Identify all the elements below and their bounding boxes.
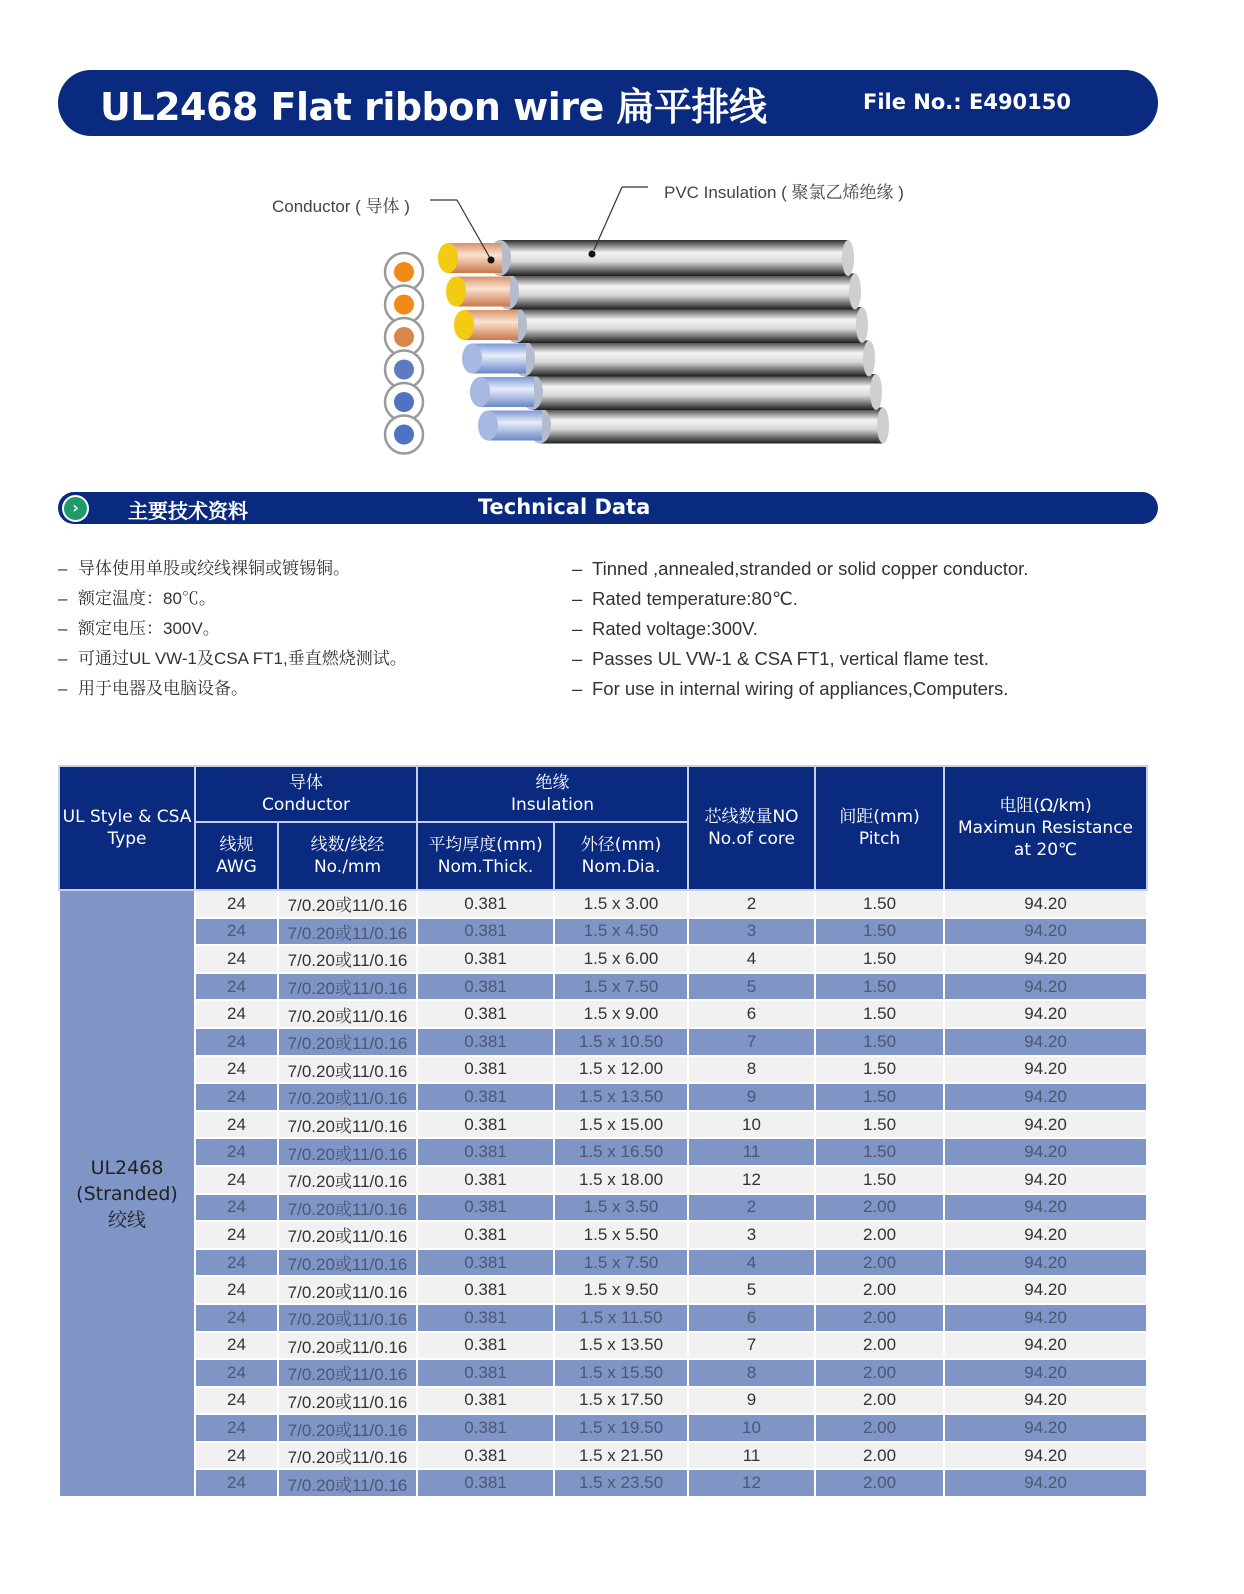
cell-resistance: 94.20 [944, 1166, 1147, 1194]
style-line: 绞线 [107, 1208, 146, 1231]
cell-strand: 7/0.20或11/0.16 [278, 1249, 417, 1277]
cell-strand: 7/0.20或11/0.16 [278, 1000, 417, 1028]
cell-awg: 24 [195, 973, 278, 1001]
conductor-label: Conductor ( 导体 ) [272, 197, 410, 216]
cell-thickness: 0.381 [417, 1028, 554, 1056]
chevron-right-icon: › [62, 495, 89, 522]
jacket-end [870, 374, 882, 410]
cell-cores: 3 [688, 1221, 815, 1249]
cell-pitch: 1.50 [815, 1138, 944, 1166]
cell-awg: 24 [195, 1000, 278, 1028]
cell-pitch: 2.00 [815, 1387, 944, 1415]
spec-list-cn [58, 556, 538, 706]
table-row [59, 1249, 1147, 1277]
spec-text: 额定电压：300V。 [78, 619, 220, 638]
page-title: UL2468 Flat ribbon wire 扁平排线 [100, 85, 767, 129]
cell-pitch: 2.00 [815, 1442, 944, 1470]
cell-thickness: 0.381 [417, 918, 554, 946]
conductor-end [438, 243, 458, 273]
cell-thickness: 0.381 [417, 1414, 554, 1442]
table-row [59, 1138, 1147, 1166]
cell-pitch: 1.50 [815, 1028, 944, 1056]
cell-cores: 10 [688, 1111, 815, 1139]
cell-resistance: 94.20 [944, 1138, 1147, 1166]
cross-section-core [394, 392, 414, 412]
cell-awg: 24 [195, 1221, 278, 1249]
cell-diameter: 1.5 x 4.50 [554, 918, 688, 946]
cell-diameter: 1.5 x 19.50 [554, 1414, 688, 1442]
spec-item [572, 586, 1152, 616]
cell-cores: 6 [688, 1304, 815, 1332]
cross-section-core [394, 327, 414, 347]
spec-item [58, 616, 538, 646]
cell-pitch: 2.00 [815, 1194, 944, 1222]
cell-cores: 4 [688, 945, 815, 973]
cell-resistance: 94.20 [944, 1469, 1147, 1497]
spec-item [58, 676, 538, 706]
cell-pitch: 2.00 [815, 1469, 944, 1497]
cell-resistance: 94.20 [944, 1056, 1147, 1084]
insulation-jacket [508, 274, 855, 310]
cell-strand: 7/0.20或11/0.16 [278, 1304, 417, 1332]
cell-diameter: 1.5 x 16.50 [554, 1138, 688, 1166]
spec-text: Rated voltage:300V. [592, 618, 758, 639]
section-title-en: Technical Data [478, 495, 651, 519]
conductor-end [446, 277, 466, 307]
cell-resistance: 94.20 [944, 1083, 1147, 1111]
cell-pitch: 2.00 [815, 1304, 944, 1332]
cell-resistance: 94.20 [944, 1194, 1147, 1222]
cell-awg: 24 [195, 1276, 278, 1304]
table-row [59, 1111, 1147, 1139]
cell-thickness: 0.381 [417, 1083, 554, 1111]
title-banner [58, 70, 1158, 136]
cell-cores: 9 [688, 1387, 815, 1415]
cell-strand: 7/0.20或11/0.16 [278, 1028, 417, 1056]
cell-pitch: 1.50 [815, 1000, 944, 1028]
cell-strand: 7/0.20或11/0.16 [278, 1359, 417, 1387]
cell-thickness: 0.381 [417, 1166, 554, 1194]
cell-strand: 7/0.20或11/0.16 [278, 1387, 417, 1415]
style-line: (Stranded) [76, 1182, 178, 1205]
file-number: File No.: E490150 [863, 90, 1072, 114]
cell-strand: 7/0.20或11/0.16 [278, 1276, 417, 1304]
cell-thickness: 0.381 [417, 1469, 554, 1497]
cell-awg: 24 [195, 1056, 278, 1084]
cell-strand: 7/0.20或11/0.16 [278, 1414, 417, 1442]
spec-item [572, 556, 1152, 586]
cell-cores: 12 [688, 1166, 815, 1194]
spec-item [58, 586, 538, 616]
cell-strand: 7/0.20或11/0.16 [278, 1056, 417, 1084]
conductor-end [478, 411, 498, 441]
table-row [59, 1166, 1147, 1194]
cross-section-core [394, 425, 414, 445]
cell-style [59, 890, 195, 1497]
header-pitch: 间距(mm) Pitch [815, 766, 944, 890]
cell-diameter: 1.5 x 10.50 [554, 1028, 688, 1056]
cell-strand: 7/0.20或11/0.16 [278, 1442, 417, 1470]
spec-text: Passes UL VW-1 & CSA FT1, vertical flame test. [592, 648, 989, 669]
cell-awg: 24 [195, 1166, 278, 1194]
cell-diameter: 1.5 x 7.50 [554, 973, 688, 1001]
cell-resistance: 94.20 [944, 1111, 1147, 1139]
insulation-jacket [516, 307, 862, 343]
cell-awg: 24 [195, 1387, 278, 1415]
cell-cores: 11 [688, 1138, 815, 1166]
spec-item [572, 646, 1152, 676]
conductor-end [470, 377, 490, 407]
cell-resistance: 94.20 [944, 945, 1147, 973]
table-row [59, 1387, 1147, 1415]
insulation-jacket [524, 341, 869, 377]
insulation-jacket [532, 374, 876, 410]
cell-cores: 8 [688, 1359, 815, 1387]
cell-thickness: 0.381 [417, 1056, 554, 1084]
cell-thickness: 0.381 [417, 1332, 554, 1360]
cell-pitch: 1.50 [815, 918, 944, 946]
cell-awg: 24 [195, 1249, 278, 1277]
cell-awg: 24 [195, 1194, 278, 1222]
cell-thickness: 0.381 [417, 1387, 554, 1415]
dash-bullet: – [572, 558, 583, 579]
cell-awg: 24 [195, 945, 278, 973]
cell-thickness: 0.381 [417, 1359, 554, 1387]
spec-text: 可通过UL VW-1及CSA FT1,垂直燃烧测试。 [78, 649, 407, 668]
cell-cores: 8 [688, 1056, 815, 1084]
table-row [59, 1332, 1147, 1360]
dash-bullet: – [572, 648, 583, 669]
cell-cores: 5 [688, 973, 815, 1001]
header-cores: 芯线数量NO No.of core [688, 766, 815, 890]
spec-text: For use in internal wiring of appliances,Computers. [592, 678, 1009, 699]
cell-cores: 6 [688, 1000, 815, 1028]
cell-strand: 7/0.20或11/0.16 [278, 945, 417, 973]
cell-diameter: 1.5 x 9.00 [554, 1000, 688, 1028]
cell-awg: 24 [195, 1304, 278, 1332]
spec-table [58, 765, 1148, 1498]
cell-strand: 7/0.20或11/0.16 [278, 1138, 417, 1166]
header-thickness: 平均厚度(mm) Nom.Thick. [417, 822, 554, 890]
cell-cores: 9 [688, 1083, 815, 1111]
jacket-end [863, 341, 875, 377]
cell-awg: 24 [195, 1111, 278, 1139]
cell-diameter: 1.5 x 5.50 [554, 1221, 688, 1249]
cell-awg: 24 [195, 1469, 278, 1497]
cell-strand: 7/0.20或11/0.16 [278, 1083, 417, 1111]
table-row [59, 1194, 1147, 1222]
cell-resistance: 94.20 [944, 1332, 1147, 1360]
cell-resistance: 94.20 [944, 1249, 1147, 1277]
cell-awg: 24 [195, 1359, 278, 1387]
table-body [59, 890, 1147, 1497]
header-resistance: 电阻(Ω/km) Maximun Resistance at 20℃ [944, 766, 1147, 890]
table-row [59, 1359, 1147, 1387]
cell-pitch: 2.00 [815, 1359, 944, 1387]
cell-pitch: 1.50 [815, 945, 944, 973]
cell-cores: 4 [688, 1249, 815, 1277]
cell-thickness: 0.381 [417, 1194, 554, 1222]
spec-item [58, 646, 538, 676]
table-row [59, 1414, 1147, 1442]
cell-resistance: 94.20 [944, 1387, 1147, 1415]
spec-text: 导体使用单股或绞线裸铜或镀锡铜。 [78, 559, 350, 578]
cell-cores: 11 [688, 1442, 815, 1470]
cell-pitch: 1.50 [815, 973, 944, 1001]
cell-pitch: 1.50 [815, 1111, 944, 1139]
cell-thickness: 0.381 [417, 890, 554, 918]
spec-text: 额定温度：80℃。 [78, 589, 216, 608]
spec-item [572, 616, 1152, 646]
cell-thickness: 0.381 [417, 1221, 554, 1249]
cell-cores: 2 [688, 890, 815, 918]
dash-bullet: – [572, 618, 583, 639]
cell-resistance: 94.20 [944, 890, 1147, 918]
dash-bullet: – [572, 678, 583, 699]
cell-diameter: 1.5 x 3.50 [554, 1194, 688, 1222]
cell-strand: 7/0.20或11/0.16 [278, 973, 417, 1001]
cell-diameter: 1.5 x 17.50 [554, 1387, 688, 1415]
cell-thickness: 0.381 [417, 1442, 554, 1470]
table-row [59, 1276, 1147, 1304]
header-insulation: 绝缘 Insulation [417, 766, 688, 822]
cell-strand: 7/0.20或11/0.16 [278, 1166, 417, 1194]
dash-bullet: – [58, 679, 68, 698]
cell-cores: 7 [688, 1332, 815, 1360]
cell-diameter: 1.5 x 15.00 [554, 1111, 688, 1139]
cell-strand: 7/0.20或11/0.16 [278, 1469, 417, 1497]
conductor-end [454, 310, 474, 340]
cell-strand: 7/0.20或11/0.16 [278, 890, 417, 918]
spec-list-en [572, 556, 1152, 706]
cell-cores: 12 [688, 1469, 815, 1497]
cell-pitch: 2.00 [815, 1276, 944, 1304]
jacket-end [877, 408, 889, 444]
cell-strand: 7/0.20或11/0.16 [278, 1332, 417, 1360]
cell-awg: 24 [195, 1028, 278, 1056]
cell-awg: 24 [195, 918, 278, 946]
table-row [59, 918, 1147, 946]
cell-diameter: 1.5 x 21.50 [554, 1442, 688, 1470]
cell-diameter: 1.5 x 15.50 [554, 1359, 688, 1387]
cable-diagram [0, 150, 1244, 470]
cell-cores: 5 [688, 1276, 815, 1304]
cell-resistance: 94.20 [944, 1442, 1147, 1470]
table-row [59, 1304, 1147, 1332]
cell-diameter: 1.5 x 3.00 [554, 890, 688, 918]
dash-bullet: – [58, 589, 68, 608]
cell-pitch: 2.00 [815, 1221, 944, 1249]
jacket-end [842, 240, 854, 276]
cell-resistance: 94.20 [944, 1359, 1147, 1387]
header-style: UL Style & CSA Type [59, 766, 195, 890]
cell-thickness: 0.381 [417, 1138, 554, 1166]
dash-bullet: – [58, 649, 68, 668]
cell-resistance: 94.20 [944, 973, 1147, 1001]
header-conductor: 导体 Conductor [195, 766, 417, 822]
cell-pitch: 1.50 [815, 1056, 944, 1084]
table-row [59, 1083, 1147, 1111]
cell-awg: 24 [195, 1414, 278, 1442]
cell-awg: 24 [195, 1442, 278, 1470]
cell-diameter: 1.5 x 7.50 [554, 1249, 688, 1277]
cell-diameter: 1.5 x 13.50 [554, 1083, 688, 1111]
dash-bullet: – [58, 559, 68, 578]
cell-pitch: 1.50 [815, 1166, 944, 1194]
spec-item [572, 676, 1152, 706]
spec-item [58, 556, 538, 586]
cell-thickness: 0.381 [417, 1000, 554, 1028]
cell-diameter: 1.5 x 9.50 [554, 1276, 688, 1304]
cell-strand: 7/0.20或11/0.16 [278, 918, 417, 946]
table-row [59, 1469, 1147, 1497]
table-row [59, 1028, 1147, 1056]
cell-resistance: 94.20 [944, 1304, 1147, 1332]
cell-strand: 7/0.20或11/0.16 [278, 1111, 417, 1139]
cell-cores: 10 [688, 1414, 815, 1442]
cell-resistance: 94.20 [944, 1276, 1147, 1304]
header-strand: 线数/线经 No./mm [278, 822, 417, 890]
dash-bullet: – [58, 619, 68, 638]
spec-text: Tinned ,annealed,stranded or solid copper conductor. [592, 558, 1029, 579]
section-title-cn: 主要技术资料 [128, 499, 248, 523]
jacket-end [849, 274, 861, 310]
table-row [59, 1000, 1147, 1028]
cell-resistance: 94.20 [944, 1000, 1147, 1028]
cell-pitch: 2.00 [815, 1332, 944, 1360]
cell-pitch: 2.00 [815, 1414, 944, 1442]
cell-resistance: 94.20 [944, 918, 1147, 946]
table-row [59, 890, 1147, 918]
cell-diameter: 1.5 x 6.00 [554, 945, 688, 973]
cell-diameter: 1.5 x 23.50 [554, 1469, 688, 1497]
cell-resistance: 94.20 [944, 1221, 1147, 1249]
cell-thickness: 0.381 [417, 1276, 554, 1304]
cell-strand: 7/0.20或11/0.16 [278, 1194, 417, 1222]
cell-cores: 2 [688, 1194, 815, 1222]
jacket-end [856, 307, 868, 343]
cell-awg: 24 [195, 890, 278, 918]
spec-text: Rated temperature:80℃. [592, 588, 798, 609]
cross-section-core [394, 295, 414, 315]
cell-thickness: 0.381 [417, 1304, 554, 1332]
header-diameter: 外径(mm) Nom.Dia. [554, 822, 688, 890]
cell-awg: 24 [195, 1332, 278, 1360]
cross-section-core [394, 360, 414, 380]
insulation-jacket [500, 240, 848, 276]
cell-strand: 7/0.20或11/0.16 [278, 1221, 417, 1249]
cell-thickness: 0.381 [417, 973, 554, 1001]
spec-text: 用于电器及电脑设备。 [78, 679, 248, 698]
style-line: UL2468 [90, 1156, 164, 1179]
cell-awg: 24 [195, 1138, 278, 1166]
technical-data-banner [58, 492, 1158, 524]
cell-diameter: 1.5 x 13.50 [554, 1332, 688, 1360]
table-row [59, 945, 1147, 973]
cell-pitch: 1.50 [815, 1083, 944, 1111]
cross-section-core [394, 262, 414, 282]
conductor-end [462, 344, 482, 374]
cell-cores: 7 [688, 1028, 815, 1056]
cell-pitch: 2.00 [815, 1249, 944, 1277]
cell-diameter: 1.5 x 18.00 [554, 1166, 688, 1194]
header-awg: 线规 AWG [195, 822, 278, 890]
cell-cores: 3 [688, 918, 815, 946]
table-row [59, 1221, 1147, 1249]
cell-thickness: 0.381 [417, 945, 554, 973]
table-row [59, 973, 1147, 1001]
cell-thickness: 0.381 [417, 1111, 554, 1139]
insulation-jacket [540, 408, 883, 444]
cell-resistance: 94.20 [944, 1028, 1147, 1056]
table-row [59, 1442, 1147, 1470]
cell-awg: 24 [195, 1083, 278, 1111]
ribbon-cable-illustration [0, 150, 1244, 470]
insulation-label: PVC Insulation ( 聚氯乙烯绝缘 ) [664, 183, 904, 202]
cell-diameter: 1.5 x 12.00 [554, 1056, 688, 1084]
table-row [59, 1056, 1147, 1084]
cell-pitch: 1.50 [815, 890, 944, 918]
cell-thickness: 0.381 [417, 1249, 554, 1277]
dash-bullet: – [572, 588, 583, 609]
cell-resistance: 94.20 [944, 1414, 1147, 1442]
cell-diameter: 1.5 x 11.50 [554, 1304, 688, 1332]
